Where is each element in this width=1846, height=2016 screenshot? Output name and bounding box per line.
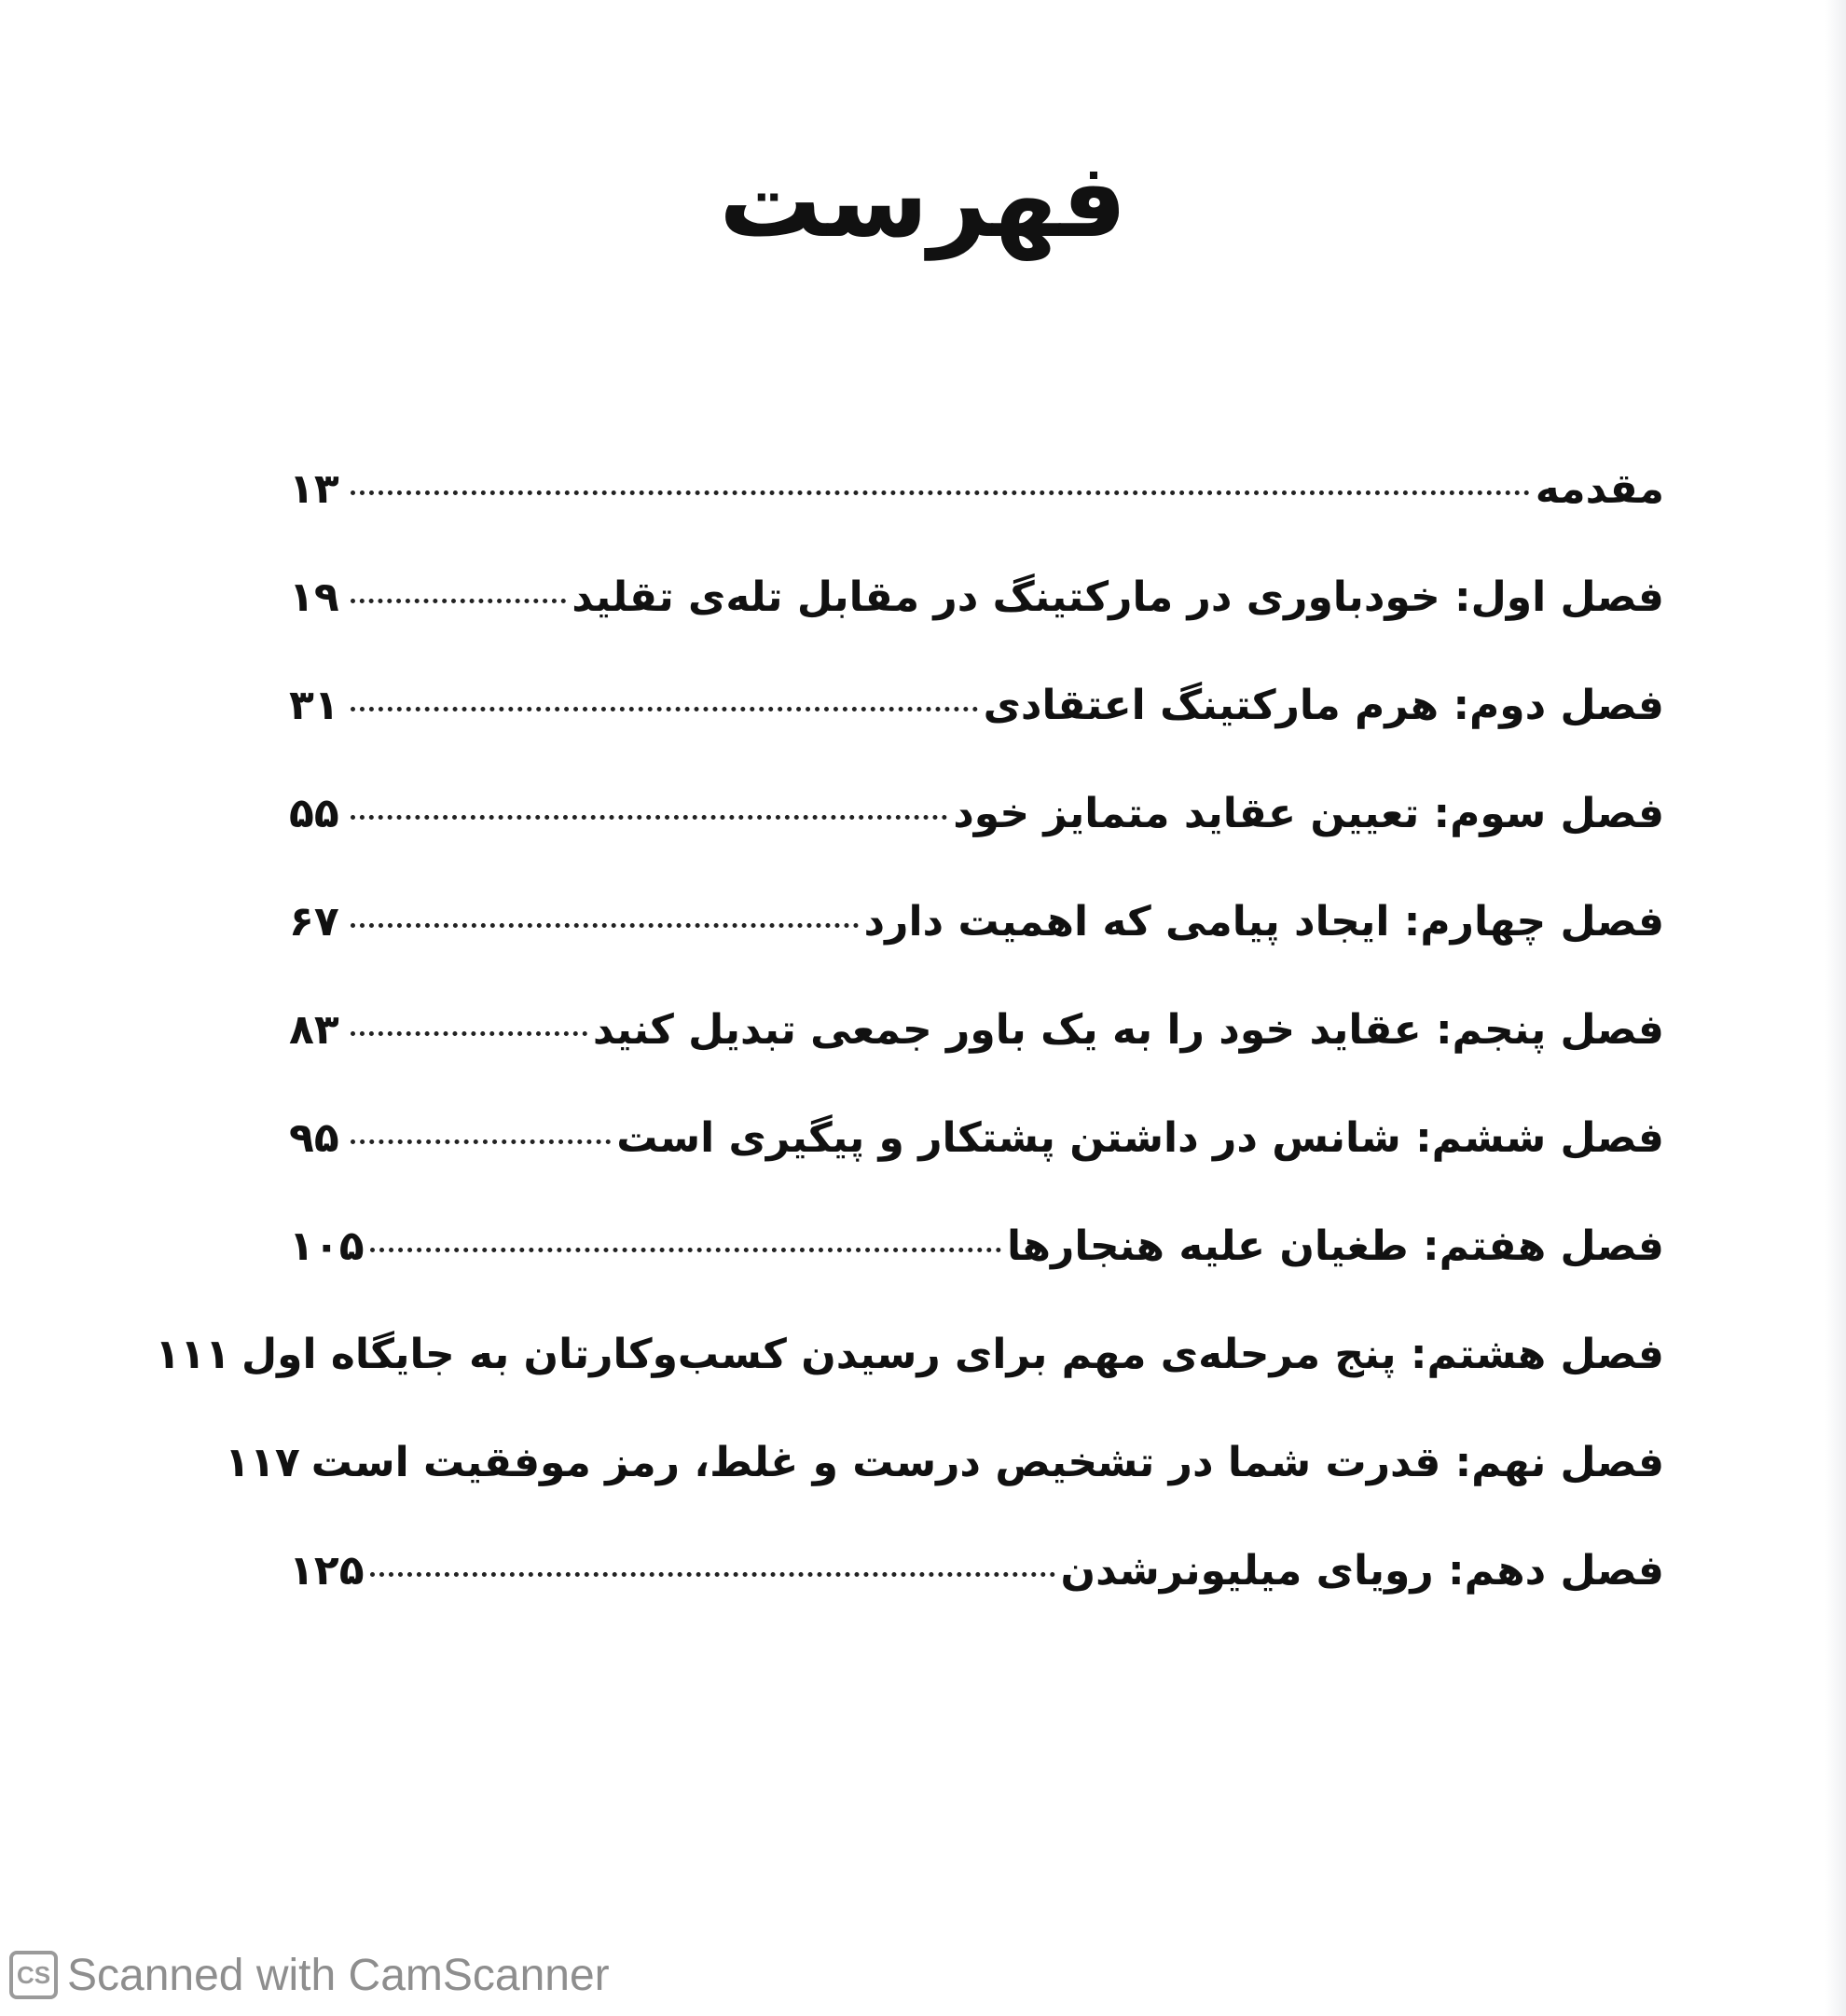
dot-leader (351, 1139, 611, 1144)
page-title: فهرست (719, 141, 1127, 260)
toc-entry-title: فصل دوم: هرم مارکتینگ اعتقادی (983, 682, 1664, 729)
camscanner-logo-icon: CS (9, 1951, 58, 1999)
dot-leader (351, 815, 947, 820)
toc-entry (289, 1219, 1664, 1327)
toc-entry-page: ۱۱۷ (225, 1439, 300, 1486)
dot-leader (351, 707, 978, 711)
toc-entry (289, 786, 1664, 894)
toc-entry-page: ۳۱ (289, 682, 339, 729)
toc-entry-page: ۱۰۵ (289, 1222, 365, 1270)
toc-entry-page: ۶۷ (289, 898, 339, 946)
toc-entry (155, 1327, 1664, 1435)
dot-leader (351, 490, 1530, 495)
toc-entry-title: فصل هشتم: پنج مرحله‌ی مهم برای رسیدن کسب‌وکارتان به جایگاه اول (241, 1331, 1664, 1378)
dot-leader (370, 1572, 1055, 1577)
toc-entry-title: فصل اول: خودباوری در مارکتینگ در مقابل تله‌ی تقلید (572, 573, 1664, 621)
toc-entry-title: فصل نهم: قدرت شما در تشخیص درست و غلط، رمز موفقیت است (310, 1439, 1664, 1486)
toc-entry-title: فصل هفتم: طغیان علیه هنجارها (1007, 1222, 1664, 1270)
toc-entry-title: مقدمه (1535, 465, 1664, 513)
watermark-text: Scanned with CamScanner (67, 1950, 610, 2000)
toc-entry-title: فصل سوم: تعیین عقاید متمایز خود (953, 790, 1664, 837)
toc-entry (289, 1002, 1664, 1111)
toc-entry-page: ۱۲۵ (289, 1547, 365, 1595)
toc-entry-page: ۱۱۱ (155, 1331, 230, 1378)
dot-leader (370, 1248, 1001, 1252)
toc-entry-page: ۱۳ (289, 465, 339, 513)
toc-entry-page: ۱۹ (289, 573, 339, 621)
toc-entry-page: ۸۳ (289, 1006, 339, 1054)
toc-entry (289, 462, 1664, 570)
toc-entry-title: فصل چهارم: ایجاد پیامی که اهمیت دارد (863, 898, 1664, 946)
toc-entry (289, 570, 1664, 678)
toc-entry-page: ۵۵ (289, 790, 339, 837)
toc-entry-title: فصل دهم: رویای میلیونرشدن (1060, 1547, 1664, 1595)
dot-leader (351, 1031, 587, 1036)
toc-entry-title: فصل پنجم: عقاید خود را به یک باور جمعی تبدیل کنید (592, 1006, 1664, 1054)
dot-leader (351, 599, 566, 603)
scanner-watermark (9, 1947, 610, 2003)
table-of-contents (155, 462, 1664, 1651)
page-edge-shadow (1825, 0, 1846, 2016)
dot-leader (351, 923, 859, 928)
toc-entry-title: فصل ششم: شانس در داشتن پشتکار و پیگیری است (616, 1114, 1664, 1162)
toc-entry (289, 678, 1664, 786)
toc-entry (289, 1543, 1664, 1651)
toc-entry (225, 1435, 1664, 1543)
toc-entry (289, 1111, 1664, 1219)
toc-entry-page: ۹۵ (289, 1114, 339, 1162)
toc-entry (289, 894, 1664, 1002)
